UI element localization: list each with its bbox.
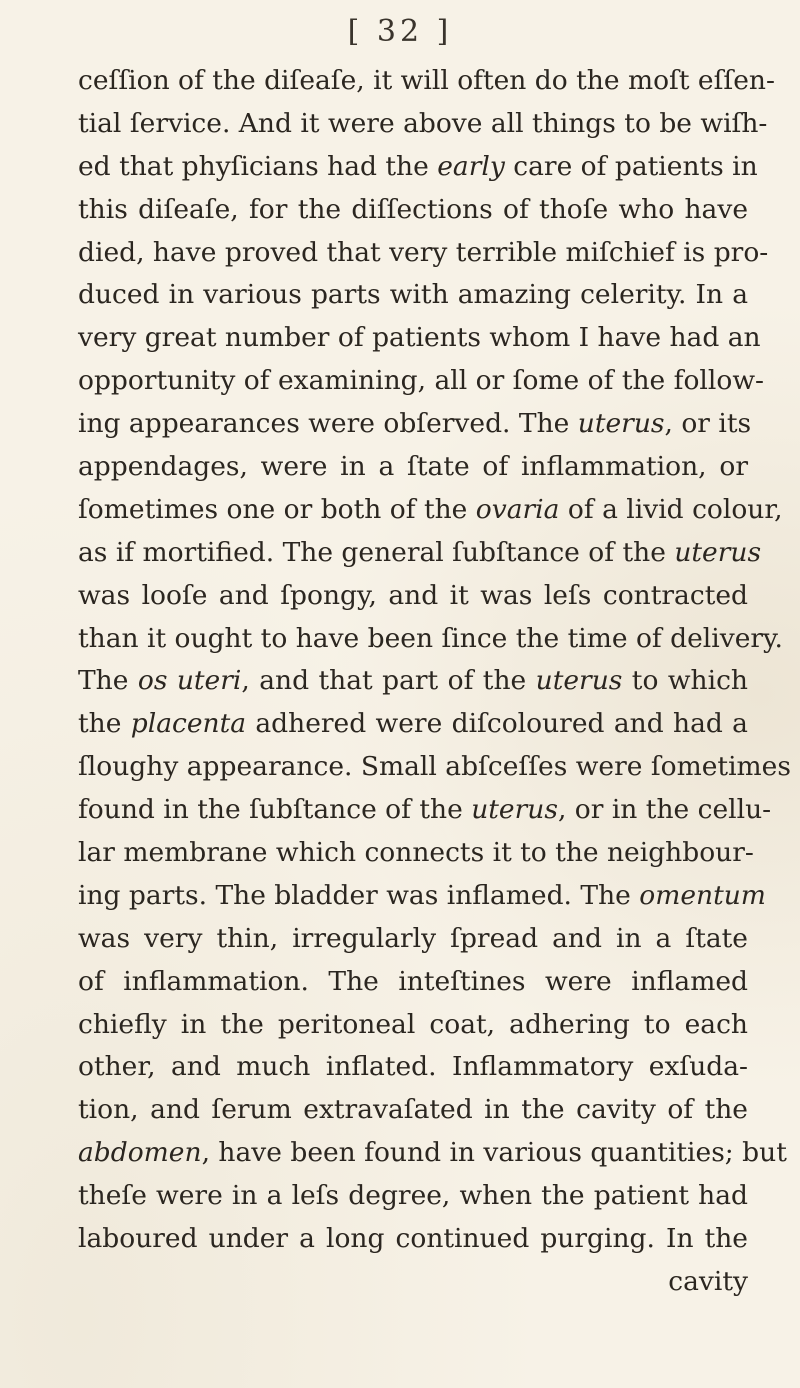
text-segment: than it ought to have been ſince the time of delivery. — [78, 622, 783, 654]
text-segment: tial ſervice. And it were above all things to be wiſh- — [78, 107, 768, 139]
italic-term: abdomen — [78, 1137, 202, 1169]
text-segment: ing appearances were obſerved. The — [78, 408, 578, 440]
text-line — [78, 1261, 748, 1304]
text-line — [78, 1046, 748, 1089]
text-segment: the — [78, 708, 131, 740]
text-segment: , or in the cellu- — [557, 794, 772, 826]
text-segment: laboured under a long continued purging. In the — [78, 1223, 748, 1255]
italic-term: uterus — [535, 665, 623, 697]
text-segment: very great number of patients whom I have had an — [78, 322, 761, 354]
text-line — [78, 918, 748, 961]
text-line — [78, 103, 768, 146]
text-line — [78, 403, 752, 446]
italic-term: early — [437, 150, 505, 182]
text-segment: ed that phyſicians had the — [78, 150, 438, 182]
text-line — [78, 575, 748, 618]
text-segment: chiefly in the peritoneal coat, adhering to each — [78, 1008, 748, 1040]
text-segment: of inflammation. The inteſtines were inflamed — [78, 965, 748, 997]
page-number: [ 32 ] — [347, 14, 453, 49]
text-segment: of a livid colour, — [559, 493, 783, 525]
text-line — [78, 1175, 748, 1218]
text-line — [78, 489, 783, 532]
body-text — [78, 60, 791, 1304]
text-line — [78, 274, 748, 317]
italic-term: uterus — [471, 794, 558, 826]
text-line — [78, 875, 766, 918]
text-line — [78, 146, 758, 189]
italic-term: uterus — [674, 536, 762, 568]
text-line — [78, 618, 783, 661]
text-segment: opportunity of examining, all or ſome of the follow- — [78, 365, 764, 397]
text-segment: to which — [622, 665, 748, 697]
text-segment: found in the ſubſtance of the — [78, 794, 472, 826]
text-line — [78, 60, 775, 103]
text-segment: lar membrane which connects it to the neighbour- — [78, 837, 754, 869]
text-segment: was looſe and ſpongy, and it was leſs contracted — [78, 579, 748, 611]
text-line — [78, 789, 772, 832]
text-line — [78, 703, 748, 746]
text-segment: ſloughy appearance. Small abſceſſes were ſometimes — [78, 751, 791, 783]
text-segment: , and that part of the — [241, 665, 536, 697]
text-line — [78, 532, 762, 575]
text-line — [78, 1132, 787, 1175]
text-line — [78, 961, 748, 1004]
text-segment: tion, and ſerum extravaſated in the cavity of the — [78, 1094, 748, 1126]
text-segment: The — [78, 665, 138, 697]
text-segment: other, and much inflated. Inflammatory exſuda- — [78, 1051, 748, 1083]
text-segment: ing parts. The bladder was inflamed. The — [78, 879, 640, 911]
text-segment: duced in various parts with amazing celerity. In a — [78, 279, 748, 311]
italic-term: os uteri — [137, 665, 242, 697]
text-segment: as if mortified. The general ſubſtance of the — [78, 536, 675, 568]
text-segment: appendages, were in a ſtate of inflammation, or — [78, 451, 748, 483]
text-line — [78, 1089, 748, 1132]
text-line — [78, 746, 791, 789]
text-segment: theſe were in a leſs degree, when the patient had — [78, 1180, 748, 1212]
text-segment: care of patients in — [504, 150, 758, 182]
italic-term: placenta — [130, 708, 247, 740]
text-segment: was very thin, irregularly ſpread and in a ſtate — [78, 922, 748, 954]
text-line — [78, 832, 754, 875]
text-line — [78, 660, 748, 703]
text-segment: this diſeaſe, for the diſſections of thoſe who have — [78, 193, 748, 225]
text-segment: died, have proved that very terrible miſchief is pro- — [78, 236, 769, 268]
text-segment: adhered were diſcoloured and had a — [246, 708, 748, 740]
text-line — [78, 360, 764, 403]
text-segment: ſometimes one or both of the — [78, 493, 476, 525]
text-segment: ceſſion of the diſeaſe, it will often do the moſt eſſen- — [78, 65, 775, 96]
text-line — [78, 1218, 748, 1261]
italic-term: omentum — [639, 879, 766, 911]
italic-term: ovaria — [475, 493, 560, 525]
text-line — [78, 317, 761, 360]
text-line — [78, 446, 748, 489]
italic-term: uterus — [577, 408, 665, 440]
text-line — [78, 1004, 748, 1047]
text-segment: cavity — [668, 1265, 748, 1297]
text-segment: , or its — [664, 408, 752, 440]
text-segment: , have been found in various quantities; but — [201, 1137, 787, 1169]
text-line — [78, 232, 769, 275]
text-line — [78, 189, 748, 232]
